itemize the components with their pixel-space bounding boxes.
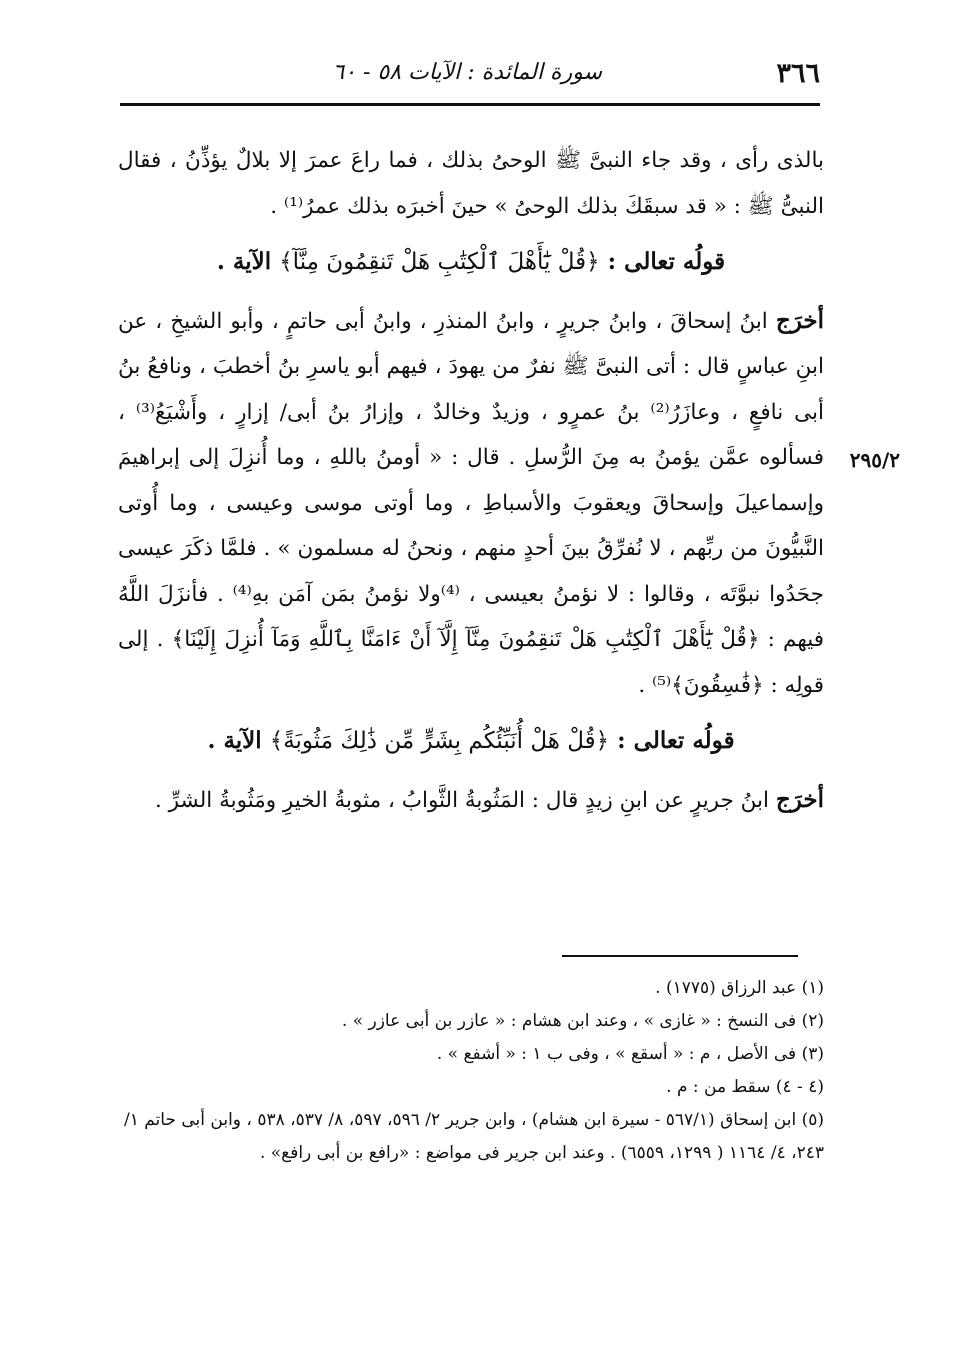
paragraph-2 — [118, 298, 824, 709]
paragraph-3-lead: أخرَج — [775, 785, 824, 813]
footnotes — [118, 972, 824, 1170]
footnote-3: (٣) فى الأصل ، م : « أسقع » ، وفى ب ١ : « أشفع » . — [436, 1044, 824, 1064]
paragraph-3-text: ابنُ جريرٍ عن ابنِ زيدٍ قال : المَثُوبةُ الثَّوابُ ، مثوبةُ الخيرِ ومَثُوبةُ الشرِّ . — [155, 787, 769, 813]
paragraph-3 — [118, 777, 824, 824]
section-heading-1 — [118, 239, 824, 286]
page-header — [120, 58, 820, 98]
running-head: سورة المائدة : الآيات ٥٨ - ٦٠ — [332, 60, 602, 85]
footnote-1: (١) عبد الرزاق (١٧٧٥) . — [655, 978, 824, 998]
footnote-divider — [562, 955, 798, 957]
heading-1-suffix: الآية . — [216, 248, 272, 275]
page-number: ٣٦٦ — [776, 58, 820, 89]
header-divider — [120, 103, 820, 106]
section-heading-2 — [118, 718, 824, 765]
paragraph-2-lead: أخرَج — [775, 306, 824, 334]
heading-2-suffix: الآية . — [207, 727, 262, 754]
heading-2-prefix: قولُه تعالى : — [617, 727, 735, 754]
heading-2-verse: ﴿قُلْ هَلْ أُنَبِّئُكُم بِشَرٍّ مِّن ذَٰلِكَ مَثُوبَةً﴾ — [269, 728, 610, 754]
main-text — [118, 138, 824, 823]
paragraph-1: بالذى رأى ، وقد جاء النبىَّ ﷺ الوحىُ بذلك ، فما راعَ عمرَ إلا بلالٌ يؤذِّنُ ، فقال النبىُّ ﷺ : « قد سبقَكَ بذلك الوحىُ » حينَ أخبرَه بذلك عمرُ⁽¹⁾ . — [118, 148, 824, 219]
footnote-2: (٢) فى النسخ : « غازى » ، وعند ابن هشام : « عازر بن أبى عازر » . — [341, 1011, 824, 1031]
footnote-4: (٤ - ٤) سقط من : م . — [666, 1077, 824, 1097]
paragraph-2-text: ابنُ إسحاقَ ، وابنُ جريرٍ ، وابنُ المنذرِ ، وابنُ أبى حاتمٍ ، وأبو الشيخِ ، عن ابنِ عباسٍ قال : أتى النبىَّ ﷺ نفرٌ من يهودَ ، فيهم أبو ياسرِ بنُ أخطبَ ، ونافعُ بنُ أبى نافعٍ ، وعازَرُ⁽²⁾ بنُ عمرٍو ، وزيدٌ وخالدٌ ، وإزارُ بنُ أبى/ إزارٍ ، وأَشْيَعُ⁽³⁾ ، فسألوه عمَّن يؤمنُ به مِنَ الرُّسلِ . قال : « أومنُ باللهِ ، وما أُنزِلَ إلى إبراهيمَ وإسماعيلَ وإسحاقَ ويعقوبَ والأسباطِ ، وما أوتى موسى وعيسى ، وما أُوتى النَّبيُّونَ من ربِّهم ، لا نُفرِّقُ بينَ أحدٍ منهم ، ونحنُ له مسلمون » . فلمَّا ذكَرَ عيسى جحَدُوا نبوَّتَه ، وقالوا : لا نؤمنُ بعيسى ، ⁽⁴⁾ولا نؤمنُ بمَن آمَن بهِ⁽⁴⁾ . فأنزَلَ اللَّهُ فيهم : ﴿قُلْ يَٰٓأَهْلَ ٱلْكِتَٰبِ هَلْ تَنقِمُونَ مِنَّآ إِلَّآ أَنْ ءَامَنَّا بِٱللَّهِ وَمَآ أُنزِلَ إِلَيْنَا﴾ . إلى قولِه : ﴿فَٰسِقُونَ﴾⁽⁵⁾ . — [118, 308, 824, 698]
heading-1-prefix: قولُه تعالى : — [607, 248, 726, 275]
heading-1-verse: ﴿قُلْ يَٰٓأَهْلَ ٱلْكِتَٰبِ هَلْ تَنقِمُونَ مِنَّآ﴾ — [279, 249, 600, 275]
margin-reference: ٢٩٥/٢ — [849, 448, 900, 472]
footnote-5: (٥) ابن إسحاق (٥٦٧/١ - سيرة ابن هشام) ، وابن جرير ٢/ ٥٩٦، ٥٩٧، ٨/ ٥٣٧، ٥٣٨ ، وابن أبى حاتم ١/ ٢٤٣، ٤/ ١١٦٤ ( ١٢٩٩، ٦٥٥٩) . وعند ابن جرير فى مواضع : «رافع بن أبى رافع» . — [123, 1110, 824, 1163]
